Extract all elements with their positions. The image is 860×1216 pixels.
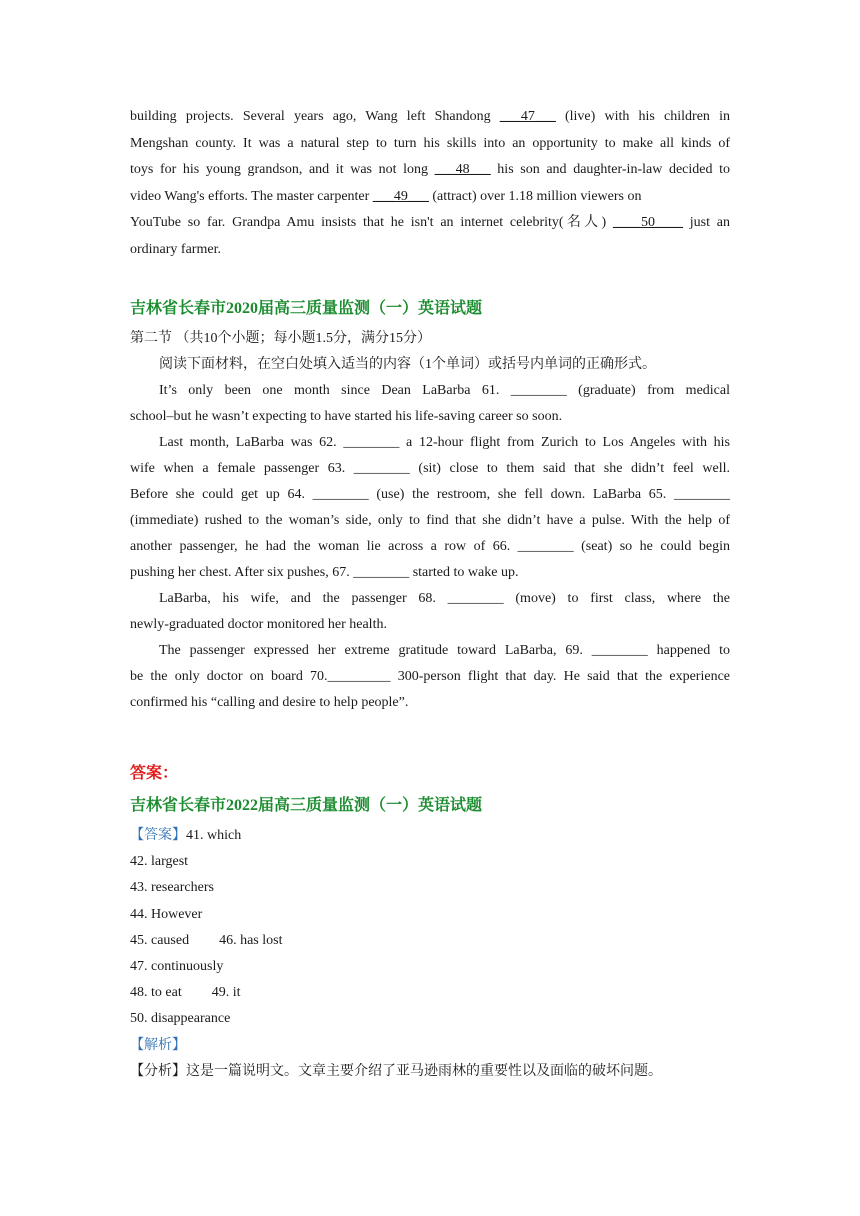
answers-title: 吉林省长春市2022届高三质量监测（一）英语试题 (130, 797, 483, 814)
answer-line: 48. to eat 49. it (130, 985, 241, 1001)
paragraph-line: confirmed his “calling and desire to help people”. (130, 695, 409, 710)
passage-continuation (130, 104, 730, 264)
answer-list (130, 823, 730, 1085)
paragraph-line: (immediate) rushed to the woman’s side, only to find that she didn’t have a pulse. With the help of (130, 513, 730, 528)
paragraph-line: pushing her chest. After six pushes, 67. ________ started to wake up. (130, 565, 519, 580)
answer-line: 42. largest (130, 854, 189, 870)
answer-tag: 【答案】 (130, 828, 186, 843)
section-header: 第二节 （共10个小题；每小题1.5分，满分15分） (130, 331, 431, 346)
paragraph-line: school–but he wasn’t expecting to have started his life-saving career so soon. (130, 409, 563, 424)
paragraph-line: It’s only been one month since Dean LaBarba 61. ________ (graduate) from medical (159, 383, 730, 398)
analysis-text: 【分析】这是一篇说明文。文章主要介绍了亚马逊雨林的重要性以及面临的破坏问题。 (130, 1063, 662, 1079)
blank-47: ___47___ (499, 109, 556, 124)
passage-line: toys for his young grandson, and it was not long ___48___ his son and daughter-in-law decided to (130, 162, 730, 178)
answer-line: 43. researchers (130, 880, 214, 896)
passage-line: ordinary farmer. (130, 241, 221, 257)
paragraph-line: be the only doctor on board 70._________ 300-person flight that day. He said that the experience (130, 669, 730, 684)
paragraph-line: another passenger, he had the woman lie across a row of 66. ________ (seat) so he could begin (130, 539, 730, 554)
paragraph-line: newly-graduated doctor monitored her health. (130, 617, 387, 632)
paragraph-line: wife when a female passenger 63. ________ (sit) close to them said that she didn’t feel well. (130, 461, 730, 476)
passage-line: Mengshan county. It was a natural step to turn his skills into an opportunity to make all kinds of (130, 135, 730, 151)
answer-line: 45. caused 46. has lost (130, 932, 283, 948)
blank-48: ___48___ (434, 162, 491, 178)
answer-line: 47. continuously (130, 959, 224, 975)
blank-50: ____50____ (612, 215, 683, 231)
blank-49: ___49___ (372, 188, 429, 204)
paragraph-line: Before she could get up 64. ________ (use) the restroom, she fell down. LaBarba 65. ________ (130, 487, 730, 502)
paragraph-line: LaBarba, his wife, and the passenger 68. ________ (move) to first class, where the (159, 591, 730, 606)
instruction: 阅读下面材料，在空白处填入适当的内容（1个单词）或括号内单词的正确形式。 (159, 357, 656, 372)
passage-line: video Wang's efforts. The master carpenter ___49___ (attract) over 1.18 million viewers on (130, 188, 642, 204)
paragraph-line: Last month, LaBarba was 62. ________ a 12-hour flight from Zurich to Los Angeles with his (159, 435, 730, 450)
section-2-body (130, 326, 730, 716)
passage-line: building projects. Several years ago, Wang left Shandong ___47___ (live) with his children in (130, 109, 730, 124)
answer-line: 【答案】41. which (130, 828, 242, 843)
analysis-tag: 【解析】 (130, 1037, 186, 1053)
passage-line: YouTube so far. Grandpa Amu insists that he isn't an internet celebrity(名人) ____50____ just an (130, 215, 730, 231)
paragraph-line: The passenger expressed her extreme gratitude toward LaBarba, 69. ________ happened to (159, 643, 730, 658)
answers-heading: 答案： (130, 765, 179, 782)
answer-line: 50. disappearance (130, 1011, 231, 1027)
section-title-2020: 吉林省长春市2020届高三质量监测（一）英语试题 (130, 300, 483, 317)
answer-line: 44. However (130, 906, 203, 922)
